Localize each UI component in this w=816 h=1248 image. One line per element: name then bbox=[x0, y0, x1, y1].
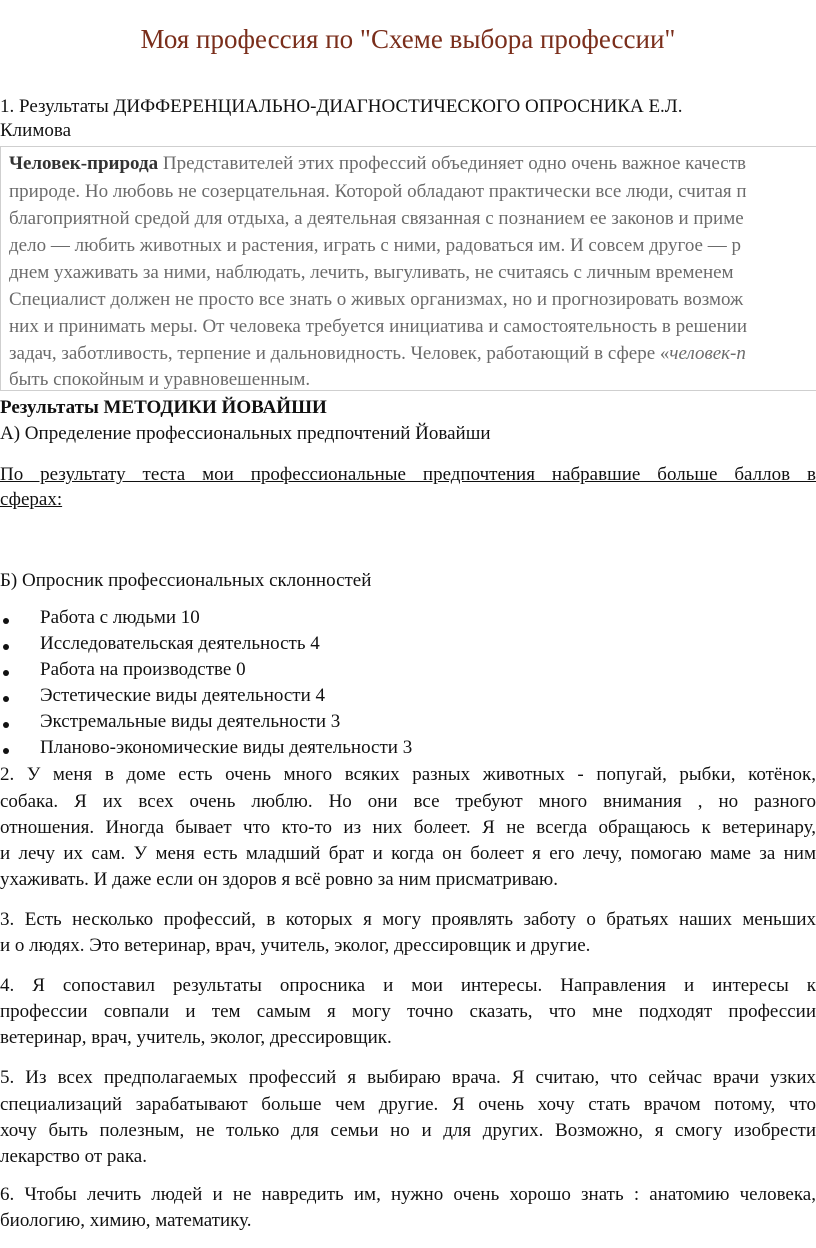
bullet-icon bbox=[3, 670, 9, 676]
paragraph-line: ухаживать. И даже если он здоров я всё ровно за ним присматриваю. bbox=[0, 869, 559, 890]
paragraph-line: биологию, химию, математику. bbox=[0, 1210, 252, 1231]
quote-line-4: дело — любить животных и растения, играть с ними, радоваться им. И совсем другое — р bbox=[9, 235, 741, 256]
yovaishi-part-b: Б) Опросник профессиональных склонностей bbox=[0, 570, 372, 591]
paragraph-line: и о людях. Это ветеринар, врач, учитель, эколог, дрессировщик и другие. bbox=[0, 935, 591, 956]
quote-line-2: природе. Но любовь не созерцательная. Которой обладают практически все люди, считая п bbox=[9, 181, 747, 202]
paragraph-line: 5. Из всех предполагаемых профессий я выбираю врача. Я считаю, что сейчас врачи узких bbox=[0, 1067, 816, 1088]
paragraph-line: 4. Я сопоставил результаты опросника и мои интересы. Направления и интересы к bbox=[0, 975, 816, 996]
quote-line-1-text: Представителей этих профессий объединяет одно очень важное качеств bbox=[158, 153, 746, 174]
bullet-icon bbox=[3, 696, 9, 702]
list-item: Работа на производстве 0 bbox=[40, 659, 246, 680]
bullet-icon bbox=[3, 722, 9, 728]
section1-heading-line-2: Климова bbox=[0, 120, 71, 141]
quote-line-5: днем ухаживать за ними, наблюдать, лечить, выгуливать, не считаясь с личным временем bbox=[9, 262, 734, 283]
preferences-line-1: По результату теста мои профессиональные предпочтения набравшие больше баллов в bbox=[0, 464, 816, 485]
section1-heading-line-1: 1. Результаты ДИФФЕРЕНЦИАЛЬНО-ДИАГНОСТИЧЕСКОГО ОПРОСНИКА Е.Л. bbox=[0, 96, 683, 117]
yovaishi-part-a: А) Определение профессиональных предпочтений Йовайши bbox=[0, 423, 491, 444]
paragraph-line: профессии совпали и тем самым я могу точно сказать, что мне подходят профессии bbox=[0, 1001, 816, 1022]
list-item: Работа с людьми 10 bbox=[40, 607, 200, 628]
paragraph-line: собака. Я их всех очень люблю. Но они все требуют много внимания , но разного bbox=[0, 791, 816, 812]
list-item: Планово-экономические виды деятельности 3 bbox=[40, 737, 413, 758]
bullet-icon bbox=[3, 748, 9, 754]
paragraph-line: специализаций зарабатывают больше чем другие. Я очень хочу стать врачом потому, что bbox=[0, 1094, 816, 1115]
quote-line-7: них и принимать меры. От человека требуется инициатива и самостоятельность в решении bbox=[9, 316, 748, 337]
list-item: Эстетические виды деятельности 4 bbox=[40, 685, 325, 706]
quote-line-3: благоприятной средой для отдыха, а деятельная связанная с познанием ее законов и приме bbox=[9, 208, 744, 229]
quote-line-1 bbox=[9, 153, 746, 175]
quote-line-8 bbox=[9, 343, 746, 365]
paragraph-line: хочу быть полезным, не только для семьи но и для других. Возможно, я смогу изобрести bbox=[0, 1120, 816, 1141]
paragraph-line: 2. У меня в доме есть очень много всяких разных животных - попугай, рыбки, котёнок, bbox=[0, 764, 816, 785]
paragraph-line: 6. Чтобы лечить людей и не навредить им, нужно очень хорошо знать : анатомию человека, bbox=[0, 1184, 816, 1205]
klimov-description-box bbox=[0, 146, 816, 391]
quote-line-6: Специалист должен не просто все знать о живых организмах, но и прогнозировать возмож bbox=[9, 289, 744, 310]
paragraph-line: ветеринар, врач, учитель, эколог, дрессировщик. bbox=[0, 1027, 392, 1048]
paragraph-line: отношения. Иногда бывает что кто-то из них болеет. Я не всегда обращаюсь к ветеринару, bbox=[0, 817, 816, 838]
preferences-line-2: сферах: bbox=[0, 489, 63, 510]
bullet-icon bbox=[3, 618, 9, 624]
paragraph-line: лекарство от рака. bbox=[0, 1146, 147, 1167]
list-item: Исследовательская деятельность 4 bbox=[40, 633, 320, 654]
quote-line-9: быть спокойным и уравновешенным. bbox=[9, 369, 311, 390]
list-item: Экстремальные виды деятельности 3 bbox=[40, 711, 341, 732]
paragraph-line: и лечу их сам. У меня есть младший брат и когда он болеет я его лечу, помогаю маме за ним bbox=[0, 843, 816, 864]
quote-italic-term: человек-п bbox=[669, 343, 746, 364]
bullet-icon bbox=[3, 644, 9, 650]
yovaishi-heading: Результаты МЕТОДИКИ ЙОВАЙШИ bbox=[0, 397, 327, 418]
quote-term: Человек-природа bbox=[9, 153, 159, 174]
quote-line-8-text: задач, заботливость, терпение и дальновидность. Человек, работающий в сфере « bbox=[9, 343, 670, 364]
paragraph-line: 3. Есть несколько профессий, в которых я могу проявлять заботу о братьях наших меньших bbox=[0, 909, 816, 930]
page-title: Моя профессия по "Схеме выбора профессии" bbox=[140, 24, 676, 54]
